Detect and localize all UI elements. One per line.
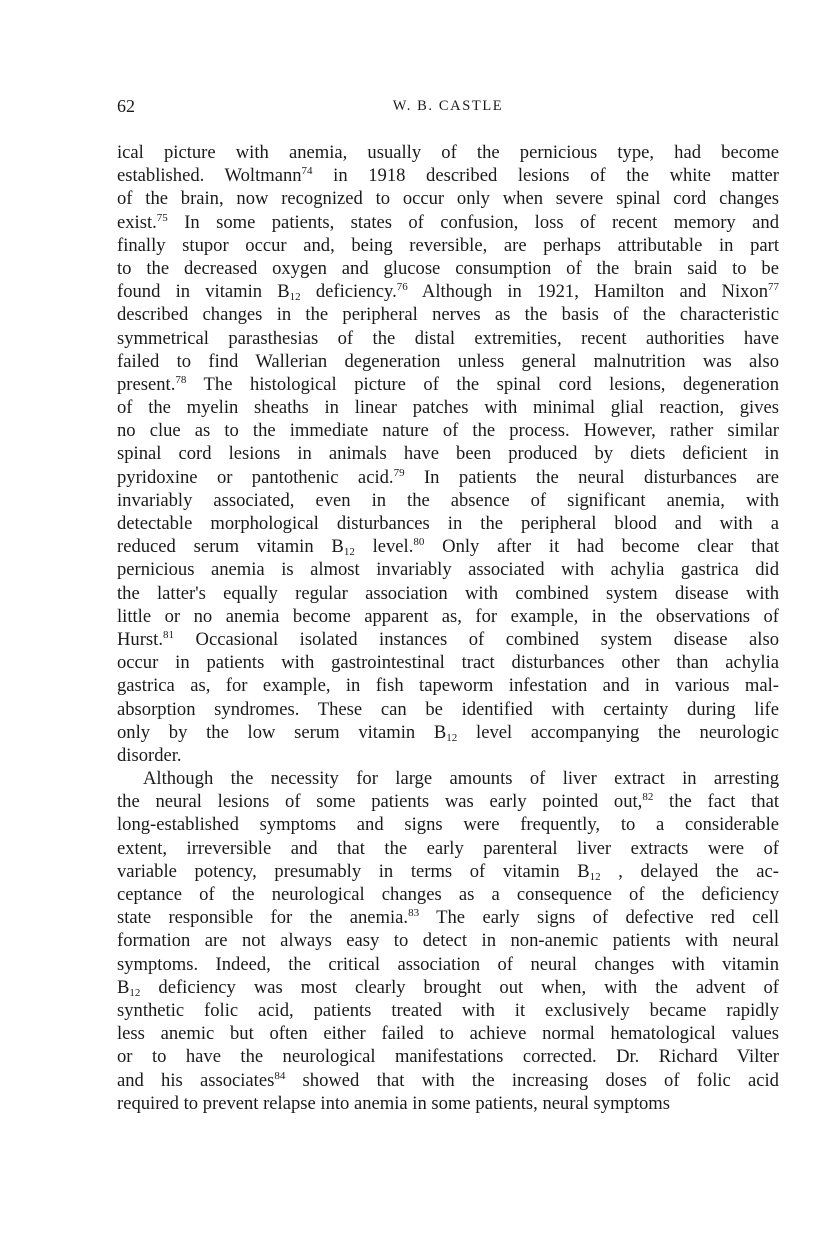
footnote-ref: 74 xyxy=(301,165,313,178)
text-line: no clue as to the immediate nature of the process. However, rather similar xyxy=(117,420,779,442)
footnote-ref: 82 xyxy=(642,791,654,804)
footnote-ref: 77 xyxy=(768,281,780,294)
text-line: occur in patients with gastrointestinal tract disturbances other than achylia xyxy=(117,652,779,674)
subscript: 12 xyxy=(129,986,141,999)
footnote-ref: 79 xyxy=(393,466,405,479)
text-line: of the myelin sheaths in linear patches with minimal glial reaction, gives xyxy=(117,397,779,419)
text-line: ceptance of the neurological changes as a consequence of the deficiency xyxy=(117,884,779,905)
body-text xyxy=(117,141,779,1115)
text-line: spinal cord lesions in animals have been produced by diets deficient in xyxy=(117,443,779,465)
text-line: required to prevent relapse into anemia in some patients, neural symptoms xyxy=(117,1092,671,1114)
footnote-ref: 83 xyxy=(408,907,420,920)
text-line: or to have the neurological manifestations corrected. Dr. Richard Vilter xyxy=(117,1046,779,1068)
text-line: and his associates$^{84}$ showed that with the increasing doses of folic acid xyxy=(117,1069,779,1091)
text-line: finally stupor occur and, being reversible, are perhaps attributable in part xyxy=(117,234,779,256)
footnote-ref: 78 xyxy=(175,373,187,386)
text-line: symptoms. Indeed, the critical association of neural changes with vitamin xyxy=(117,953,779,975)
text-line: failed to find Wallerian degeneration unless general malnutrition was also xyxy=(117,350,779,372)
subscript: 12 xyxy=(446,731,458,744)
page-header xyxy=(117,96,779,122)
text-line: detectable morphological disturbances in the peripheral blood and with a xyxy=(117,513,779,534)
subscript: 12 xyxy=(289,291,301,304)
text-line: $B_{12}$ deficiency was most clearly brought out when, with the advent of xyxy=(117,976,779,999)
text-line: Although the necessity for large amounts of liver extract in arresting xyxy=(143,768,779,790)
text-line: ical picture with anemia, usually of the pernicious type, had become xyxy=(117,142,779,163)
paragraph xyxy=(117,767,779,1115)
text-line: symmetrical parasthesias of the distal extremities, recent authorities have xyxy=(117,327,779,349)
text-line: less anemic but often either failed to achieve normal hematological values xyxy=(117,1023,779,1045)
text-line: invariably associated, even in the absence of significant anemia, with xyxy=(117,489,779,511)
text-line: variable potency, presumably in terms of vitamin $B_{12}$ , delayed the ac- xyxy=(117,860,779,883)
text-line: of the brain, now recognized to occur only when severe spinal cord changes xyxy=(117,188,779,210)
text-line: formation are not always easy to detect in non-anemic patients with neural xyxy=(117,930,779,952)
text-line: pernicious anemia is almost invariably associated with achylia gastrica did xyxy=(117,559,779,581)
text-line: established. Woltmann$^{74}$ in 1918 described lesions of the white matter xyxy=(117,165,779,187)
text-line: described changes in the peripheral nerves as the basis of the characteristic xyxy=(117,304,779,326)
footnote-ref: 80 xyxy=(413,536,425,549)
running-head: W. B. CASTLE xyxy=(392,98,504,114)
text-line: disorder. xyxy=(117,744,182,766)
text-line: found in vitamin $B_{12}$ deficiency.$^{76}$ Although in 1921, Hamilton and Nixon$^{77}$ xyxy=(117,281,780,304)
subscript: 12 xyxy=(343,546,355,559)
text-line: state responsible for the anemia.$^{83}$ The early signs of defective red cell xyxy=(117,907,779,929)
text-line: the neural lesions of some patients was early pointed out,$^{82}$ the fact that xyxy=(117,791,779,813)
footnote-ref: 84 xyxy=(274,1069,286,1082)
text-line: absorption syndromes. These can be identified with certainty during life xyxy=(117,698,779,720)
text-line: gastrica as, for example, in fish tapeworm infestation and in various mal- xyxy=(117,675,779,697)
text-line: exist.$^{75}$ In some patients, states of confusion, loss of recent memory and xyxy=(117,211,779,233)
text-line: Hurst.$^{81}$ Occasional isolated instances of combined system disease also xyxy=(117,628,779,650)
footnote-ref: 75 xyxy=(156,211,168,224)
text-line: to the decreased oxygen and glucose consumption of the brain said to be xyxy=(117,257,779,279)
text-line: extent, irreversible and that the early parenteral liver extracts were of xyxy=(117,837,779,859)
text-line: present.$^{78}$ The histological picture of the spinal cord lesions, degeneration xyxy=(117,373,779,395)
text-line: long-established symptoms and signs were frequently, to a considerable xyxy=(117,814,779,836)
text-line: little or no anemia become apparent as, for example, in the observations of xyxy=(117,605,779,627)
subscript: 12 xyxy=(589,870,601,883)
text-line: pyridoxine or pantothenic acid.$^{79}$ In patients the neural disturbances are xyxy=(117,466,779,488)
text-line: only by the low serum vitamin $B_{12}$ level accompanying the neurologic xyxy=(117,721,780,744)
text-line: synthetic folic acid, patients treated with it exclusively became rapidly xyxy=(117,999,779,1021)
text-line: reduced serum vitamin $B_{12}$ level.$^{80}$ Only after it had become clear that xyxy=(117,536,780,559)
footnote-ref: 76 xyxy=(396,281,408,294)
footnote-ref: 81 xyxy=(162,628,174,641)
page-number: 62 xyxy=(117,96,135,116)
text-line: the latter's equally regular association with combined system disease with xyxy=(117,582,779,604)
paragraph xyxy=(117,141,779,767)
